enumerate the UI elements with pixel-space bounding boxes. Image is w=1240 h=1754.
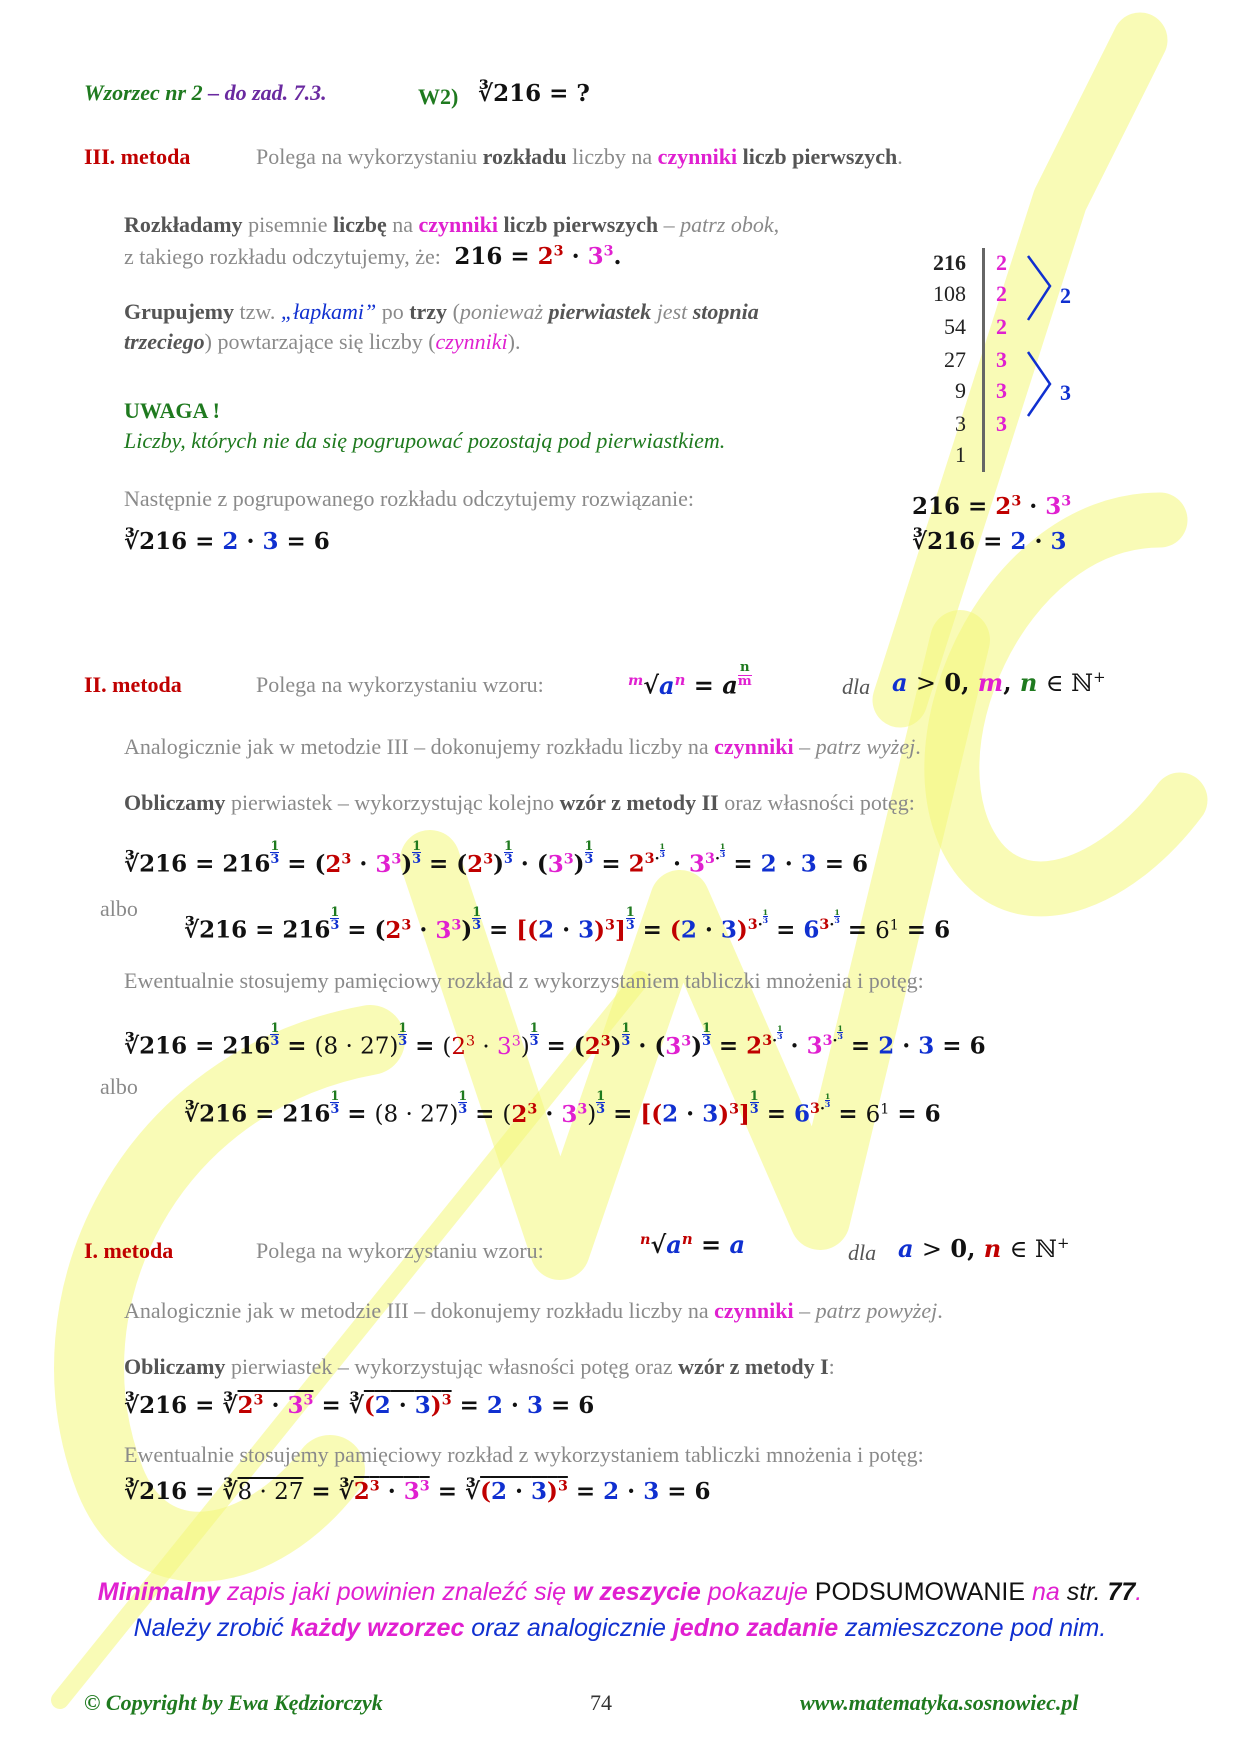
method2-eq2: ∛216 = 216 $\frac{1}{3}$ = $(2^3 \cdot 3^3)$ $\frac{1}{3}$ = $[(2 \cdot 3)^3]$ $\frac{1}{3}$ = $(2 \cdot 3)^{3\cdot \frac{1}{3}}$ = $6^{3\cdot \frac{1}{3}}$ = $6^1 = 6$ <box>184 904 951 944</box>
group-label-0: 2 <box>1060 283 1071 308</box>
factor-left-4: 9 <box>955 378 966 403</box>
text: 77 <box>1100 1578 1136 1606</box>
text: ponieważ <box>459 299 544 324</box>
text: : <box>828 1354 835 1379</box>
method2-eq4: ∛216 = 216 $\frac{1}{3}$ = (8 · 27) $\frac{1}{3}$ = $(2^3 \cdot 3^3)$ $\frac{1}{3}$ = $[(2 \cdot 3)^3]$ $\frac{1}{3}$ = $6^{3\cdot \frac{1}{3}}$ = $6^1 = 6$ <box>184 1088 941 1128</box>
text: pierwiastek – wykorzystując kolejno <box>225 790 560 815</box>
text: . <box>1135 1578 1143 1606</box>
text: Minimalny <box>97 1578 221 1606</box>
method2-eq1: ∛216 = 216 $\frac{1}{3}$ = $(2^3 \cdot 3^3)$ $\frac{1}{3}$ = $(2^3)$ $\frac{1}{3}$ · $(3^3)$ $\frac{1}{3}$ = $2^{3\cdot \frac{1}{3}}$ · $3^{3\cdot \frac{1}{3}}$ = 2 · 3 = 6 <box>124 838 869 878</box>
method1-eq2: ∛216 = ∛8 · $27 = ∛2^3 \cdot 3^3$ = ∛(2 · 3)$^3$ = 2 · 3 = 6 <box>124 1478 711 1505</box>
factor-right-5: 3 <box>996 411 1007 436</box>
text: ( <box>447 299 460 324</box>
method2-dla: dla <box>842 674 871 699</box>
method1-dla: dla <box>848 1240 877 1265</box>
text: Polega na wykorzystaniu <box>256 144 483 169</box>
method3-p3: Następnie z pogrupowanego rozkładu odczytujemy rozwiązanie: <box>124 486 694 511</box>
pattern-label <box>84 80 327 106</box>
text: w zeszycie <box>572 1578 701 1606</box>
text: oraz analogicznie <box>464 1614 673 1642</box>
factor-divider <box>982 248 985 472</box>
group-label-1: 3 <box>1060 380 1071 405</box>
pattern-label-text: Wzorzec nr 2 <box>84 80 203 105</box>
factor-left-3: 27 <box>944 347 966 372</box>
task-label: W2) <box>418 84 459 109</box>
grouping-brackets <box>1022 250 1062 440</box>
text: ) powtarzające się liczby ( <box>204 329 436 354</box>
method1-p3: Ewentualnie stosujemy pamięciowy rozkład z wykorzystaniem tabliczki mnożenia i potęg: <box>124 1442 924 1467</box>
method3-result: ∛216 = 2 · 3 = 6 <box>124 528 330 555</box>
method2-p3: Ewentualnie stosujemy pamięciowy rozkład z wykorzystaniem tabliczki mnożenia i potęg: <box>124 968 924 993</box>
method2-title: II. metoda <box>84 672 182 697</box>
text: tzw. <box>234 299 281 324</box>
text: Obliczamy <box>124 790 226 815</box>
method2-intro: Polega na wykorzystaniu wzoru: <box>256 672 544 697</box>
factor-right-1: 2 <box>996 281 1007 306</box>
method1-condition: a > 0, n ∈ ℕ+ <box>898 1234 1070 1263</box>
text: ). <box>507 329 521 354</box>
text: . <box>897 144 903 169</box>
text: trzy <box>409 299 448 324</box>
text: oraz własności potęg: <box>718 790 915 815</box>
task-expression: ∛216 = ? <box>478 80 590 107</box>
note-line2 <box>0 1614 1240 1643</box>
text: z takiego rozkładu odczytujemy, że: <box>124 244 441 269</box>
text: , <box>773 212 780 237</box>
factor-left-2: 54 <box>944 314 966 339</box>
method1-formula: $^n√a^n = a$ <box>640 1230 746 1259</box>
table-factorization: $216 = 2^3 \cdot 3^3$ <box>912 493 1072 520</box>
table-result: ∛216 = 2 · 3 <box>912 528 1067 555</box>
text: „łapkami” <box>280 299 377 324</box>
factor-left-6: 1 <box>955 442 966 467</box>
text: . <box>915 734 921 759</box>
text: trzeciego <box>124 329 205 354</box>
text: na <box>386 212 419 237</box>
text: wzór z metody II <box>559 790 719 815</box>
text: czynniki <box>714 734 794 759</box>
method2-p2 <box>124 790 915 816</box>
text: jedno zadanie <box>672 1614 839 1642</box>
factor-right-0: 2 <box>996 250 1007 275</box>
text: Należy zrobić <box>133 1614 291 1642</box>
text: Rozkładamy <box>124 212 243 237</box>
factor-left-1: 108 <box>933 281 966 306</box>
method2-condition: a > 0, m, n ∈ ℕ+ <box>892 668 1106 697</box>
text: każdy wzorzec <box>290 1614 465 1642</box>
text: stopnia <box>692 299 759 324</box>
factor-left-5: 3 <box>955 411 966 436</box>
text: Analogicznie jak w metodzie III – dokonujemy rozkładu liczby na <box>124 734 715 759</box>
method3-p1-line2 <box>124 243 622 270</box>
text: czynniki <box>714 1298 794 1323</box>
factor-right-2: 2 <box>996 314 1007 339</box>
method3-intro <box>256 144 903 170</box>
text: pisemnie <box>242 212 333 237</box>
footer-website[interactable]: www.matematyka.sosnowiec.pl <box>800 1690 1079 1715</box>
text: zapis jaki powinien znaleźć się <box>220 1578 573 1606</box>
text: czynniki <box>418 212 498 237</box>
factor-right-4: 3 <box>996 378 1007 403</box>
warning-title: UWAGA ! <box>124 398 220 423</box>
text: jest <box>651 299 693 324</box>
text: str. <box>1066 1578 1101 1606</box>
footer-page-number: 74 <box>590 1690 612 1715</box>
method1-p2 <box>124 1354 835 1380</box>
text: Grupujemy <box>124 299 234 324</box>
text: – <box>793 734 816 759</box>
method2-eq3: ∛216 = 216 $\frac{1}{3}$ = (8 · 27) $\frac{1}{3}$ = $(2^3 \cdot 3^3)$ $\frac{1}{3}$ = $(2^3)$ $\frac{1}{3}$ · $(3^3)$ $\frac{1}{3}$ = $2^{3\cdot \frac{1}{3}}$ · $3^{3\cdot \frac{1}{3}}$ = 2 · 3 = 6 <box>124 1020 986 1060</box>
text: czynniki <box>657 144 738 169</box>
warning-text: Liczby, których nie da się pogrupować pozostają pod pierwiastkiem. <box>124 428 726 453</box>
text: PODSUMOWANIE <box>814 1578 1026 1606</box>
text: liczb pierwszych <box>737 144 898 169</box>
text: liczby na <box>566 144 658 169</box>
method2-p1 <box>124 734 921 760</box>
method1-title: I. metoda <box>84 1238 174 1263</box>
text: Analogicznie jak w metodzie III – dokonujemy rozkładu liczby na <box>124 1298 715 1323</box>
text: Obliczamy <box>124 1354 226 1379</box>
text: – <box>793 1298 816 1323</box>
note-line1 <box>0 1578 1240 1607</box>
text: . <box>937 1298 943 1323</box>
text: zamieszczone pod nim. <box>838 1614 1107 1642</box>
method1-p1 <box>124 1298 943 1324</box>
text: patrz powyżej <box>815 1298 938 1323</box>
text: liczb pierwszych <box>498 212 659 237</box>
text: po <box>376 299 410 324</box>
method2-formula: $^m√a^n = a$ $\frac{n}{m}$ <box>628 660 752 700</box>
text: – <box>658 212 681 237</box>
method3-p2-line2 <box>124 329 520 355</box>
text: pierwiastek – wykorzystując własności potęg oraz <box>225 1354 679 1379</box>
method3-title: III. metoda <box>84 144 191 169</box>
method1-intro: Polega na wykorzystaniu wzoru: <box>256 1238 544 1263</box>
pattern-ref: – do zad. 7.3. <box>208 80 327 105</box>
text: pokazuje <box>700 1578 815 1606</box>
text: rozkładu <box>482 144 567 169</box>
method1-eq1: ∛216 = $∛2^3 \cdot 3^3$ = ∛(2 · 3)$^3$ = 2 · 3 = 6 <box>124 1392 595 1419</box>
text: patrz obok <box>680 212 774 237</box>
text: pierwiastek <box>543 299 652 324</box>
method3-p1 <box>124 212 779 238</box>
factor-right-3: 3 <box>996 347 1007 372</box>
text: wzór z metody I <box>678 1354 829 1379</box>
factor-left-0: 216 <box>933 250 966 275</box>
text: na <box>1025 1578 1067 1606</box>
method2-albo-1: albo <box>100 896 138 921</box>
text: patrz wyżej <box>815 734 916 759</box>
text: liczbę <box>333 212 387 237</box>
method2-albo-2: albo <box>100 1074 138 1099</box>
footer-copyright: © Copyright by Ewa Kędziorczyk <box>84 1690 383 1715</box>
method3-p2-line1 <box>124 299 759 325</box>
factorization-expr: $216 = 2^3 \cdot 3^3$. <box>454 243 622 270</box>
text: czynniki <box>435 329 508 354</box>
